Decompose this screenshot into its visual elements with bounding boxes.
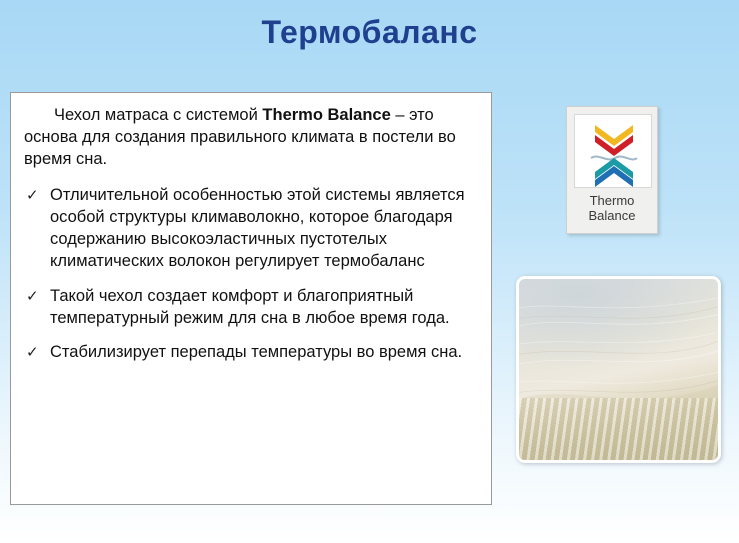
logo-text-line1: Thermo (589, 193, 635, 208)
feature-list (24, 185, 477, 365)
check-icon: ✓ (26, 186, 39, 204)
list-item-label: Такой чехол создает комфорт и благоприятный температурный режим для сна в любое время года. (50, 286, 450, 327)
photo-weave-texture (519, 398, 718, 460)
thermo-balance-logo-icon (574, 114, 652, 188)
list-item (24, 286, 477, 330)
intro-text-before: Чехол матраса с системой (54, 106, 263, 124)
logo-text-line2: Balance (588, 207, 636, 223)
logo-text (574, 194, 650, 223)
thermo-balance-logo-card (566, 106, 658, 234)
list-item (24, 342, 477, 364)
fiber-material-photo (516, 276, 721, 463)
intro-paragraph (24, 105, 477, 171)
list-item (24, 185, 477, 273)
check-icon: ✓ (26, 344, 39, 362)
intro-text-after: – это основа для создания правильного климата в постели во время сна. (24, 106, 456, 168)
list-item-label: Стабилизирует перепады температуры во время сна. (50, 343, 463, 362)
list-item-label: Отличительной особенностью этой системы является особой структуры климаволокно, которое благодаря содержанию высокоэластичных пустотелых климатических волокон регулирует термобаланс (50, 185, 465, 270)
check-icon: ✓ (26, 287, 39, 305)
content-textbox (10, 92, 492, 505)
page-title: Термобаланс (261, 14, 478, 50)
brand-name: Thermo Balance (262, 106, 391, 124)
